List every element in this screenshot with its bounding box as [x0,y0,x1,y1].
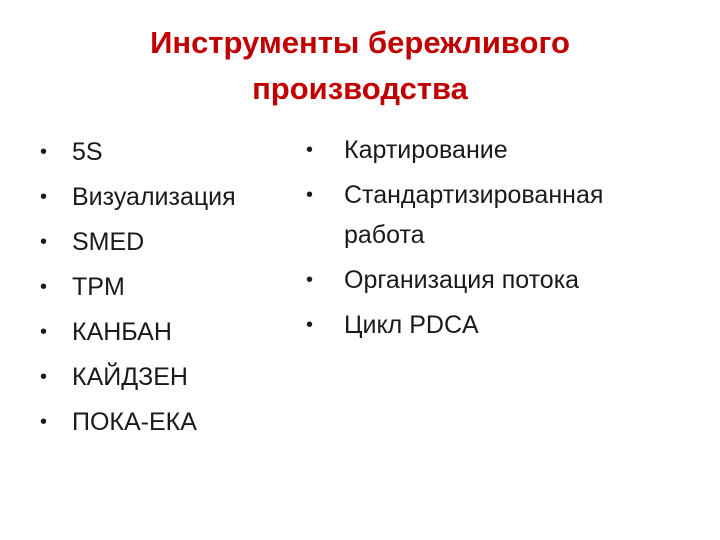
bullet-icon: • [306,184,314,206]
list-item [40,265,290,310]
list-item [306,260,686,300]
list-item-text: КАНБАН [72,318,172,346]
list-item [306,130,686,170]
bullet-icon: • [306,139,314,161]
list-item-text: Картирование [344,136,508,164]
list-item-text: SMED [72,228,145,256]
list-item [306,175,686,255]
list-item [40,220,290,265]
list-item-text: Организация потока [344,266,580,294]
list-item [40,310,290,355]
slide-title [60,20,660,112]
list-item [40,175,290,220]
list-item [40,400,290,445]
list-item [306,305,686,345]
bullet-icon: • [40,276,48,298]
bullet-icon: • [40,366,48,388]
title-line-2: производства [252,71,468,106]
left-bullet-list [40,130,290,445]
right-bullet-list [306,130,686,350]
bullet-icon: • [40,186,48,208]
list-item-text: ПОКА-ЕКА [72,408,197,436]
bullet-icon: • [40,411,48,433]
bullet-icon: • [306,269,314,291]
list-item-text: Стандартизированная работа [344,181,604,249]
list-item [40,355,290,400]
bullet-icon: • [40,231,48,253]
list-item-text: КАЙДЗЕН [72,363,188,391]
list-item-text: Цикл PDCA [344,311,479,339]
bullet-icon: • [40,141,48,163]
title-line-1: Инструменты бережливого [150,25,570,60]
list-item [40,130,290,175]
list-item-text: 5S [72,138,103,166]
list-item-text: TPM [72,273,125,301]
list-item-text: Визуализация [72,183,236,211]
bullet-icon: • [306,314,314,336]
bullet-icon: • [40,321,48,343]
